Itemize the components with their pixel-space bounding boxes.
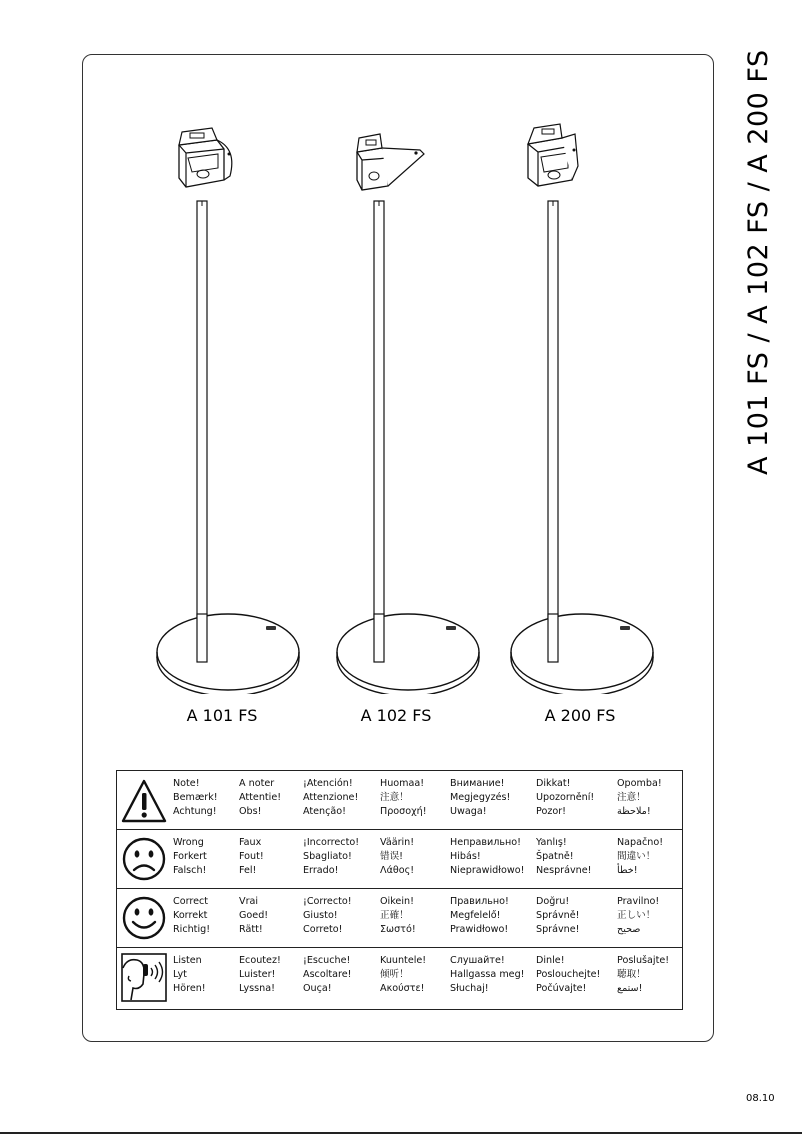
warning-row-correct xyxy=(117,889,682,948)
col-fr-nl-sv: A noter Attentie! Obs! xyxy=(239,778,282,818)
warning-row-listen xyxy=(117,948,682,1007)
stand-a101fs xyxy=(157,128,299,694)
col-ru-hu-pl: Неправильно! Hibás! Nieprawidłowo! xyxy=(450,837,525,877)
col-ru-hu-pl: Внимание! Megjegyzés! Uwaga! xyxy=(450,778,511,818)
col-fi-zh-el: Kuuntele! 倾听！ Ακούστε! xyxy=(380,955,427,995)
col-tr-cs-sk: Dikkat! Upozornění! Pozor! xyxy=(536,778,595,818)
smiley-face-icon xyxy=(119,891,169,945)
warning-table xyxy=(116,770,683,1010)
side-title: A 101 FS / A 102 FS / A 200 FS xyxy=(743,49,774,475)
col-fi-zh-el: Huomaa! 注意！ Προσοχή! xyxy=(380,778,427,818)
warning-row-wrong xyxy=(117,830,682,889)
col-tr-cs-sk: Yanlış! Špatně! Nesprávne! xyxy=(536,837,592,877)
warning-triangle-icon xyxy=(119,773,169,827)
stand-a200fs xyxy=(511,124,653,694)
col-sl-ja-ar: Poslušajte! 聴取！ ستمع! xyxy=(617,955,670,995)
model-label-a200fs: A 200 FS xyxy=(544,706,616,725)
col-tr-cs-sk: Doğru! Správně! Správne! xyxy=(536,896,580,936)
stand-a102fs xyxy=(337,134,479,694)
col-fi-zh-el: Väärin! 错误! Λάθος! xyxy=(380,837,415,877)
col-tr-cs-sk: Dinle! Poslouchejte! Počúvajte! xyxy=(536,955,601,995)
base-a102fs xyxy=(337,614,479,694)
col-ru-hu-pl: Правильно! Megfelelő! Prawidłowo! xyxy=(450,896,509,936)
col-es-it-pt: ¡Escuche! Ascoltare! Ouça! xyxy=(303,955,352,995)
bracket-a101fs xyxy=(179,128,232,187)
pole-a200fs xyxy=(548,201,558,661)
model-label-a102fs: A 102 FS xyxy=(360,706,432,725)
col-fi-zh-el: Oikein! 正確！ Σωστό! xyxy=(380,896,416,936)
base-a101fs xyxy=(157,614,299,694)
col-ru-hu-pl: Слушайте! Hallgassa meg! Słuchaj! xyxy=(450,955,525,995)
pole-a101fs xyxy=(197,201,207,661)
sad-face-icon xyxy=(119,832,169,886)
col-es-it-pt: ¡Correcto! Giusto! Correto! xyxy=(303,896,352,936)
col-fr-nl-sv: Vrai Goed! Rätt! xyxy=(239,896,269,936)
stands-illustration xyxy=(82,54,714,694)
col-sl-ja-ar: Pravilno! 正しい！ صحيح xyxy=(617,896,660,936)
col-sl-ja-ar: Opomba! 注意！ ملاحظة! xyxy=(617,778,662,818)
warning-row-note xyxy=(117,771,682,830)
col-fr-nl-sv: Faux Fout! Fel! xyxy=(239,837,264,877)
col-sl-ja-ar: Napačno! 間違い！ خطأ! xyxy=(617,837,664,877)
footer-code: 08.10 xyxy=(746,1093,775,1104)
model-label-a101fs: A 101 FS xyxy=(186,706,258,725)
base-a200fs xyxy=(511,614,653,694)
pole-a102fs xyxy=(374,201,384,661)
bracket-a200fs xyxy=(528,124,578,186)
col-en-da-de: Listen Lyt Hören! xyxy=(173,955,206,995)
col-fr-nl-sv: Ecoutez! Luister! Lyssna! xyxy=(239,955,281,995)
col-es-it-pt: ¡Incorrecto! Sbagliato! Errado! xyxy=(303,837,360,877)
bottom-rule xyxy=(0,1132,802,1134)
bracket-a102fs xyxy=(357,134,424,190)
col-en-da-de: Wrong Forkert Falsch! xyxy=(173,837,207,877)
col-en-da-de: Note! Bemærk! Achtung! xyxy=(173,778,218,818)
listening-person-icon xyxy=(119,950,169,1004)
col-en-da-de: Correct Korrekt Richtig! xyxy=(173,896,211,936)
col-es-it-pt: ¡Atención! Attenzione! Atenção! xyxy=(303,778,359,818)
